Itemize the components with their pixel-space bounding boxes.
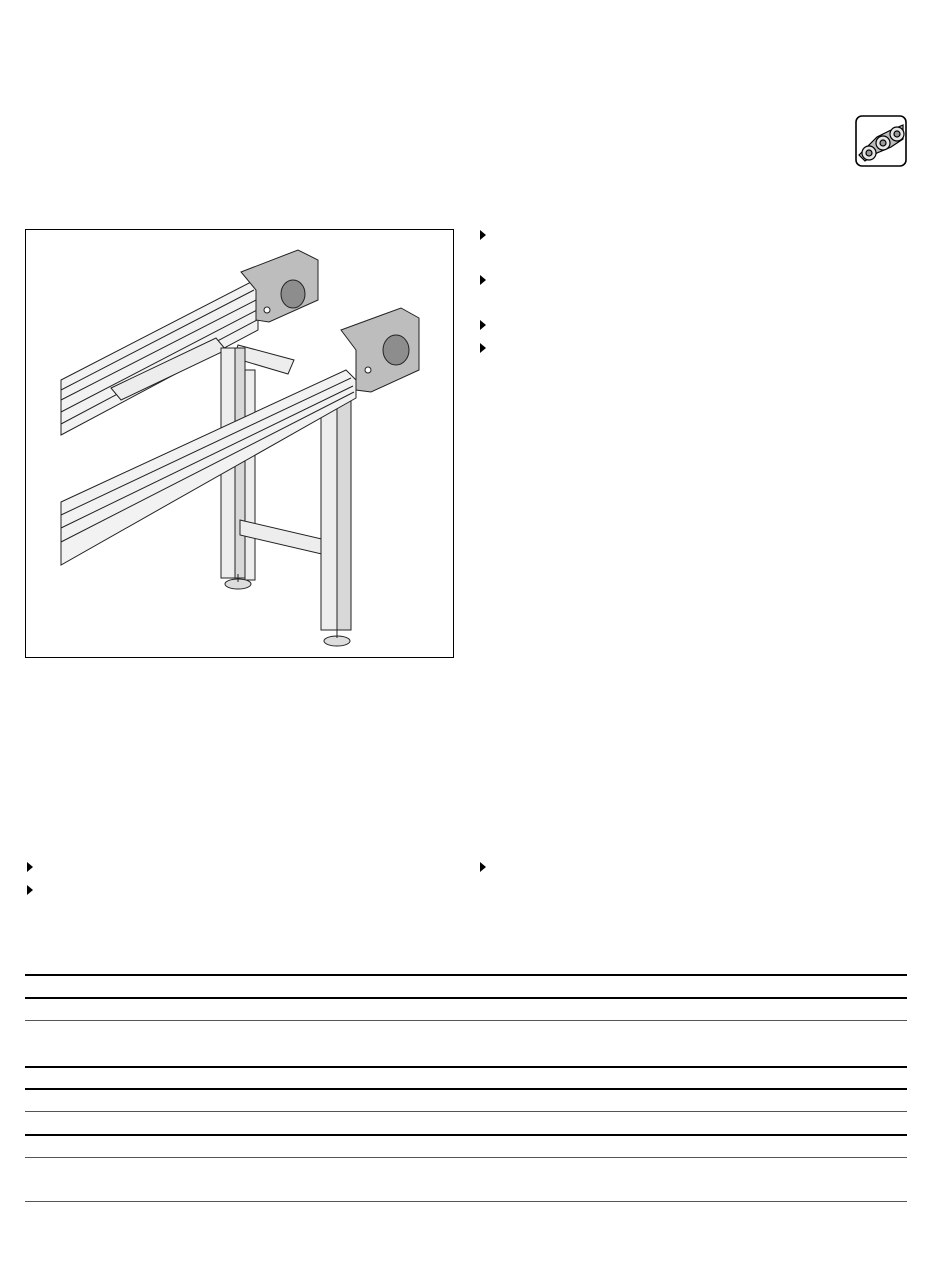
table-rule <box>25 1066 907 1068</box>
bullet-marker <box>480 230 486 240</box>
table-rule <box>25 1201 907 1202</box>
conveyor-frame-illustration <box>25 229 454 658</box>
table-rule <box>25 1134 907 1136</box>
table-rule <box>25 1088 907 1090</box>
bullet-marker <box>27 862 33 872</box>
table-rule <box>25 974 907 976</box>
table-rule <box>25 1020 907 1021</box>
table-rule <box>25 1157 907 1158</box>
bullet-marker <box>480 275 486 285</box>
table-rule <box>25 1111 907 1112</box>
bullet-marker <box>480 862 486 872</box>
bullet-marker <box>480 343 486 353</box>
roller-chain-icon <box>855 115 907 167</box>
bullet-marker <box>27 885 33 895</box>
bullet-marker <box>480 320 486 330</box>
table-rule <box>25 997 907 999</box>
